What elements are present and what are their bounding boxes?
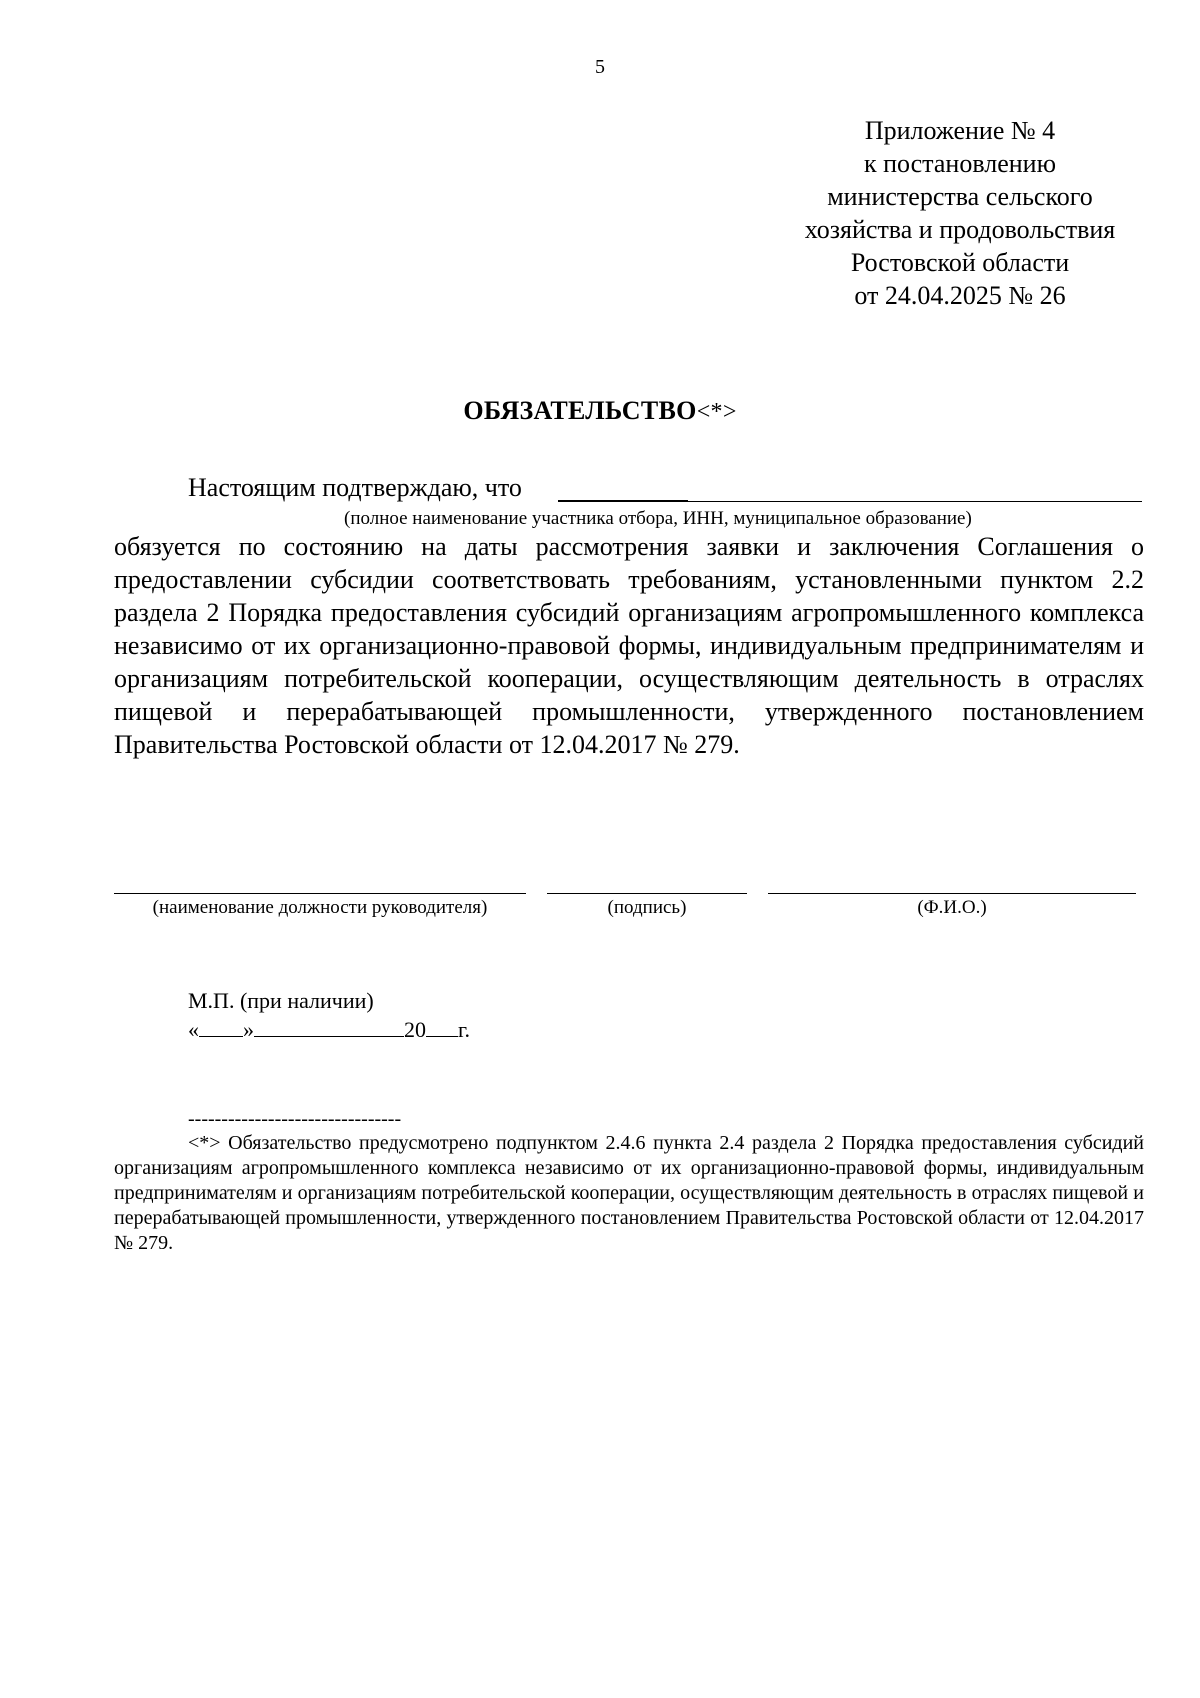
footnote [114,1131,1144,1256]
year-suffix: г. [458,1017,471,1042]
year-blank[interactable] [426,1018,458,1037]
title-footnote-mark: <*> [696,399,737,425]
month-blank[interactable] [254,1018,404,1037]
appendix-line: министерства сельского [827,182,1093,211]
title-text: ОБЯЗАТЕЛЬСТВО [463,396,697,425]
entity-hint: (полное наименование участника отбора, ИНН, муниципальное образование) [344,508,972,529]
footnote-text: <*> Обязательство предусмотрено подпунктом 2.4.6 пункта 2.4 раздела 2 Порядка предоставления субсидий организациям агропромышленного комплекса независимо от их организационно-правовой формы, индивидуальным предпринимателям и организациям потребительской кооперации, осуществляющим деятельность в отраслях пищевой и перерабатывающей промышленности, утвержденного постановлением Правительства Ростовской области от 12.04.2017 № 279. [114,1132,1144,1254]
page-number: 5 [595,56,605,78]
entity-name-blank-segment [558,500,688,502]
appendix-line: от 24.04.2025 № 26 [854,281,1066,310]
appendix-line: Приложение № 4 [864,116,1056,145]
day-blank[interactable] [199,1018,243,1037]
signature-label: (подпись) [607,897,687,918]
footnote-divider: -------------------------------- [188,1108,402,1130]
stamp-text: М.П. (при наличии) [188,988,374,1013]
appendix-header [740,114,1180,312]
confirm-text: Настоящим подтверждаю, что [188,473,522,502]
position-blank[interactable] [114,893,526,894]
obligation-paragraph: обязуется по состоянию на даты рассмотрения заявки и заключения Соглашения о предоставлении субсидии соответствовать требованиям, установленными пунктом 2.2 раздела 2 Порядка предоставления субсидий организациям агропромышленного комплекса независимо от их организационно-правовой формы, индивидуальным предпринимателям и организациям потребительской кооперации, осуществляющим деятельность в отраслях пищевой и перерабатывающей промышленности, утвержденного постановлением Правительства Ростовской области от 12.04.2017 № 279. [114,532,1144,759]
date-open-quote: « [188,1017,199,1042]
year-prefix: 20 [404,1017,426,1042]
full-name-blank[interactable] [768,893,1136,894]
document-title [0,396,1200,426]
position-label: (наименование должности руководителя) [152,897,488,918]
signature-blank[interactable] [547,893,747,894]
date-line [188,1017,470,1043]
date-close-quote: » [243,1017,254,1042]
full-name-label: (Ф.И.О.) [917,897,987,918]
appendix-line: Ростовской области [850,248,1070,277]
appendix-line: хозяйства и продовольствия [804,215,1116,244]
appendix-line: к постановлению [863,149,1057,178]
obligation-body [114,530,1144,761]
